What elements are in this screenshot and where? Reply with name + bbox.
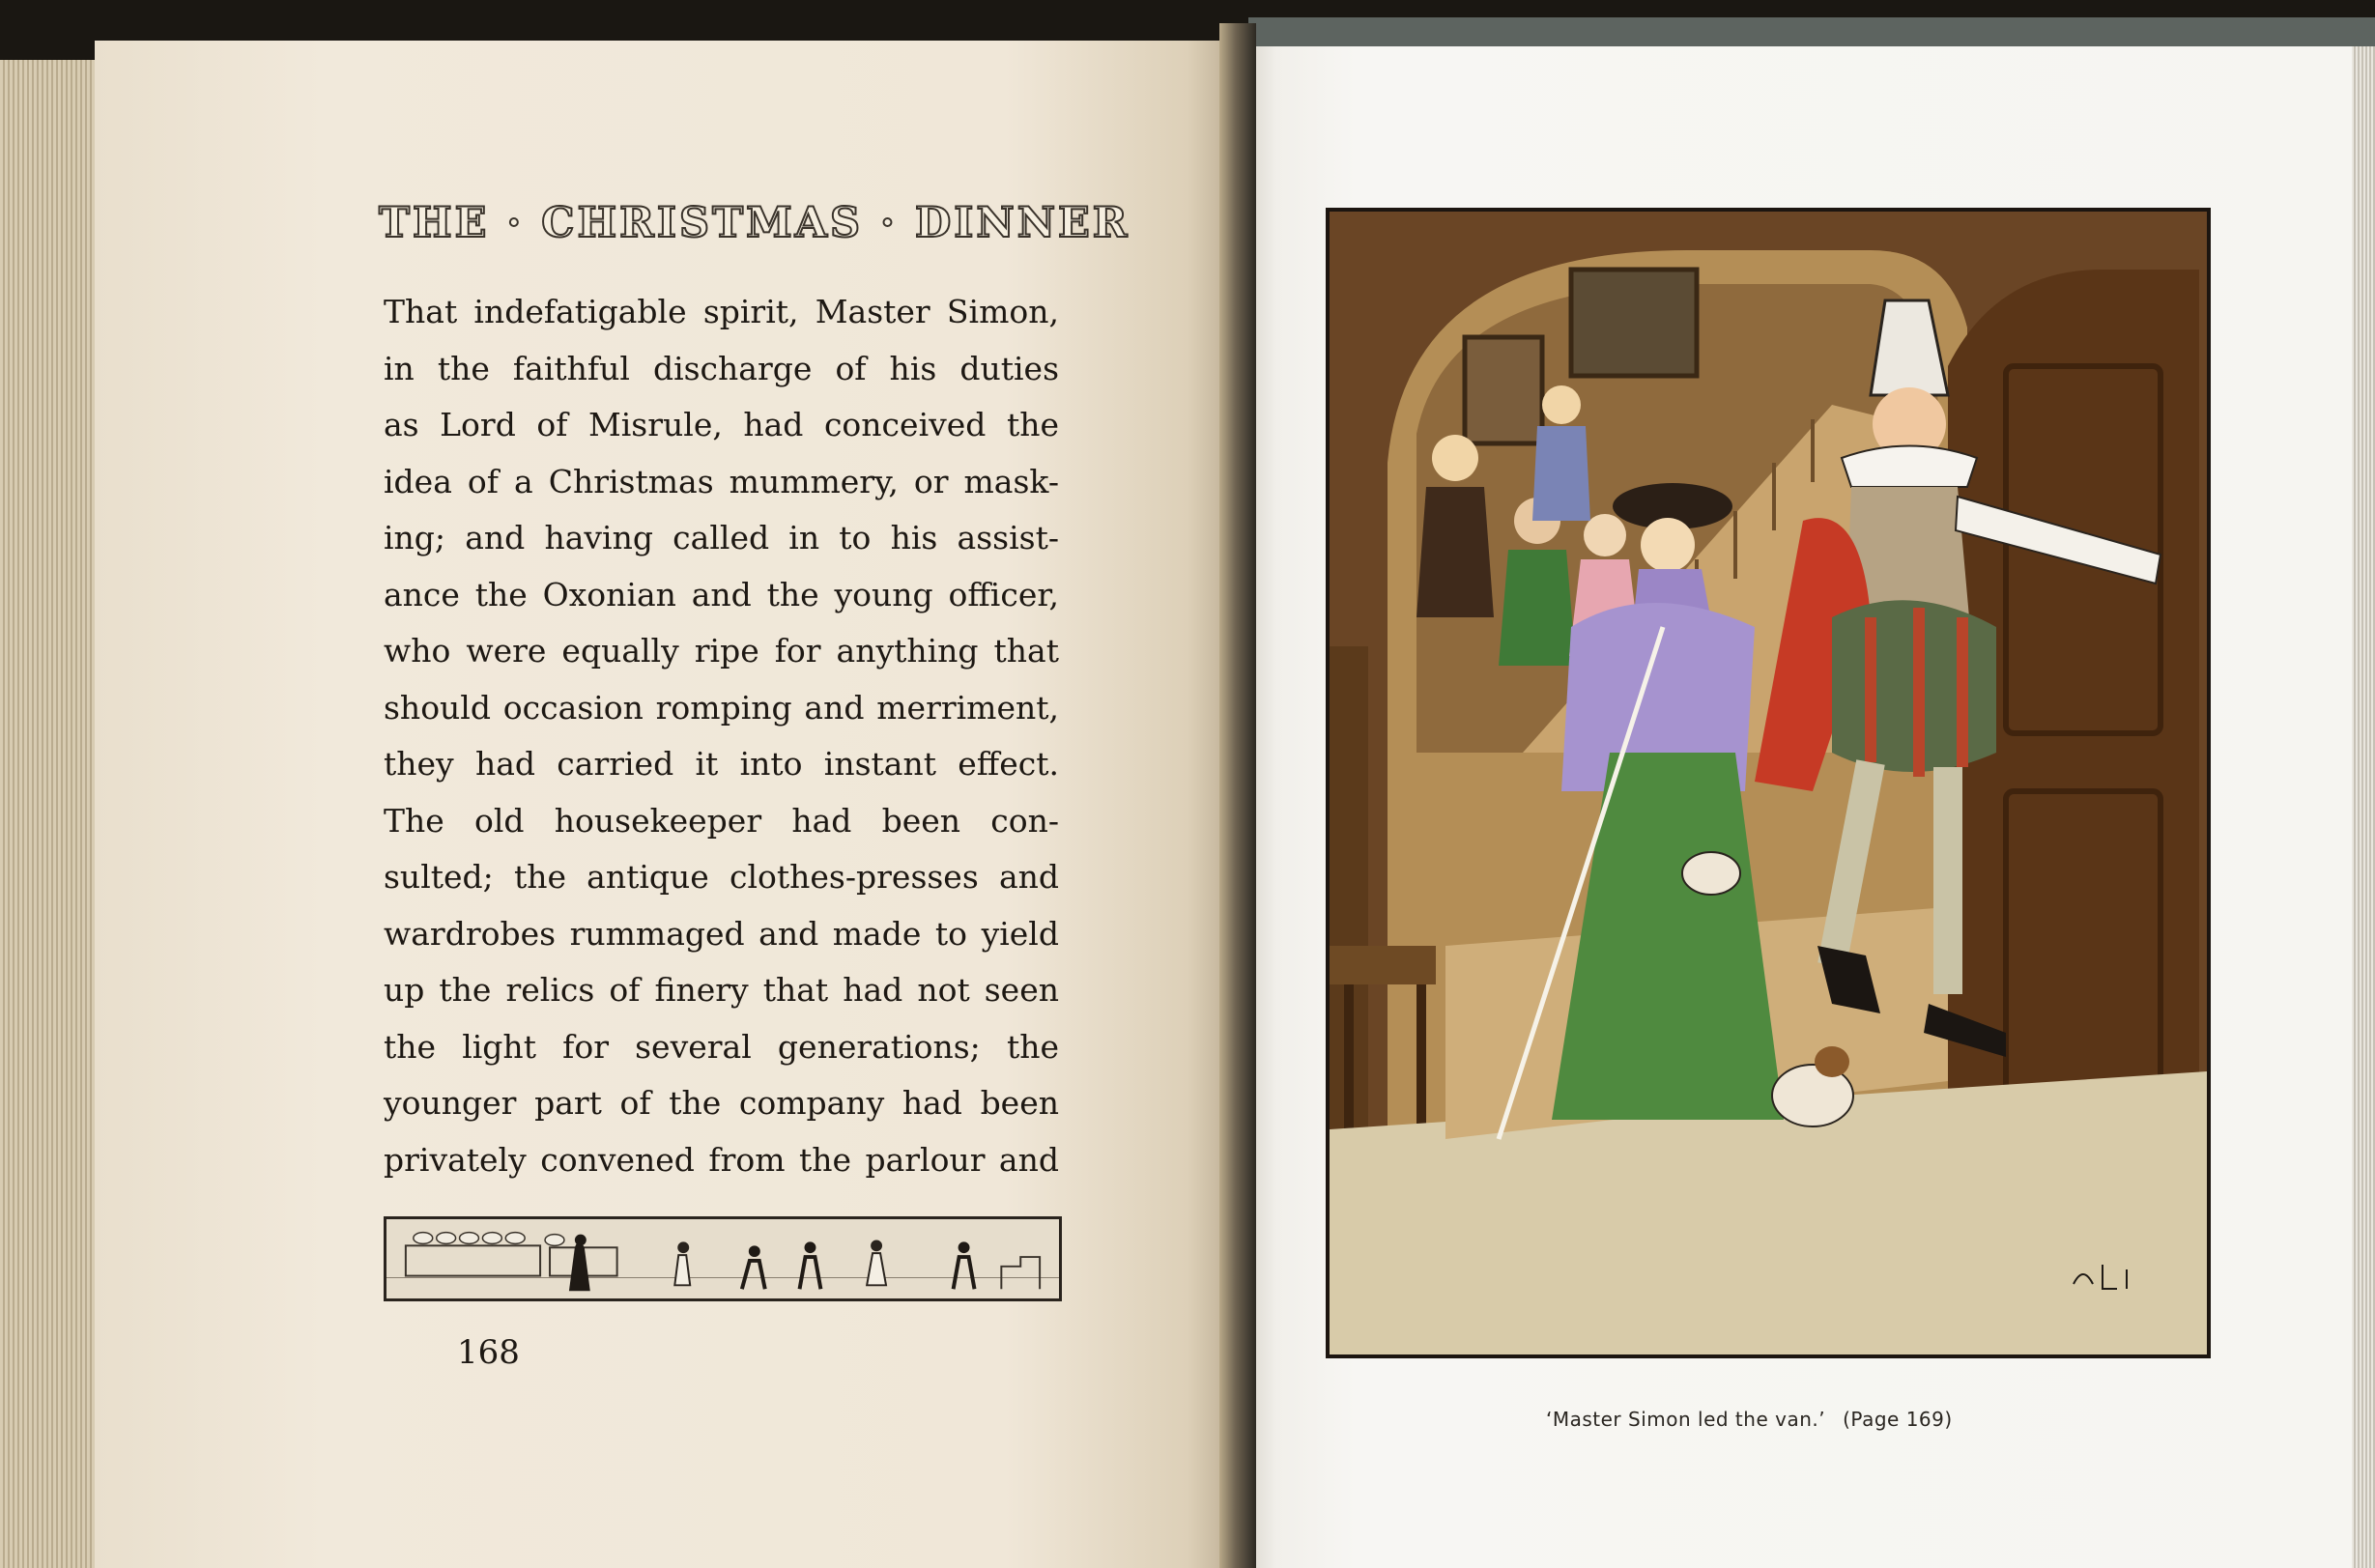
text-line: ance the Oxonian and the young officer,	[384, 575, 1059, 613]
text-line: ing; and having called in to his assist-	[384, 519, 1059, 556]
right-page-edges	[2352, 46, 2375, 1568]
plate-caption	[1546, 1408, 1953, 1431]
text-line: who were equally ripe for anything that	[384, 632, 1059, 670]
text-line: they had carried it into instant effect.	[384, 745, 1059, 783]
decorative-vignette-illustration	[384, 1216, 1062, 1301]
book-gutter	[1219, 23, 1256, 1568]
text-line: as Lord of Misrule, had conceived the	[384, 406, 1059, 443]
page-number: 168	[457, 1333, 520, 1372]
body-text	[384, 284, 1059, 1188]
text-line: privately convened from the parlour and	[384, 1140, 1059, 1179]
text-line: That indefatigable spirit, Master Simon,	[384, 293, 1059, 330]
text-line: sulted; the antique clothes-presses and	[384, 858, 1059, 896]
caption-text: ‘Master Simon led the van.’	[1546, 1408, 1826, 1431]
caption-page-reference: (Page 169)	[1843, 1408, 1953, 1431]
left-page-edges	[0, 60, 104, 1568]
text-line: The old housekeeper had been con-	[384, 801, 1059, 840]
text-line: in the faithful discharge of his duties	[384, 349, 1059, 387]
running-head: THE · CHRISTMAS · DINNER	[379, 199, 1130, 247]
text-line: the light for several generations; the	[384, 1027, 1059, 1066]
text-line: up the relics of finery that had not seen	[384, 971, 1059, 1009]
text-line: should occasion romping and merriment,	[384, 688, 1059, 727]
text-line: younger part of the company had been	[384, 1084, 1059, 1122]
text-line: idea of a Christmas mummery, or mask-	[384, 462, 1059, 500]
color-plate-illustration	[1326, 208, 2211, 1358]
text-line: wardrobes rummaged and made to yield	[384, 914, 1059, 953]
